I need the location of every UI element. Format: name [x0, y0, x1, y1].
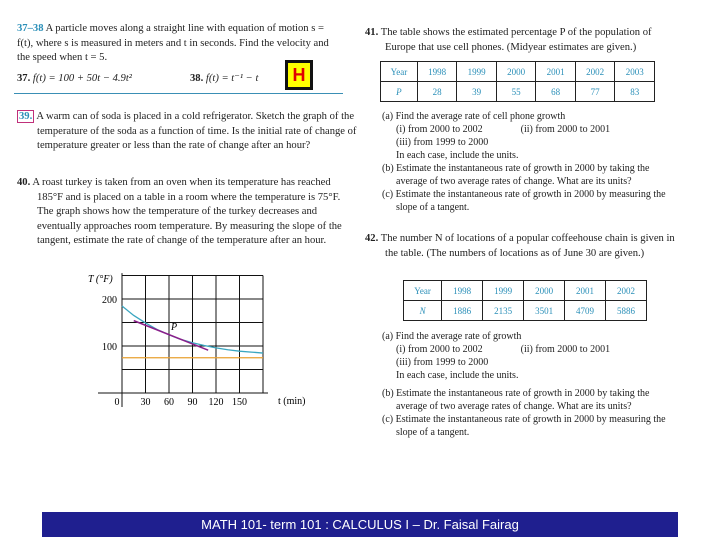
problem-41: [365, 26, 675, 55]
part-a-i: (i) from 2000 to 2002: [396, 344, 483, 355]
header-cell: 1999: [457, 62, 497, 82]
header-cell: 1999: [483, 281, 524, 301]
header-cell: 2000: [524, 281, 565, 301]
value-cell: 2135: [483, 301, 524, 321]
part-c: (c) Estimate the instantaneous rate of growth in 2000 by measuring the slope of a tangent.: [382, 414, 666, 438]
problem-number: 41.: [365, 27, 379, 38]
header-cell: 2002: [575, 62, 615, 82]
y-axis-label: T (°F): [88, 274, 113, 285]
problem-number: 42.: [365, 233, 379, 244]
value-cell: 1886: [442, 301, 483, 321]
value-cell: N: [404, 301, 442, 321]
header-cell: Year: [381, 62, 418, 82]
value-cell: 3501: [524, 301, 565, 321]
part-a-iii: (iii) from 1999 to 2000: [396, 357, 489, 368]
units-note: In each case, include the units.: [396, 370, 519, 381]
problem-37-38: [17, 22, 337, 66]
value-cell: 39: [457, 82, 497, 102]
units-note: In each case, include the units.: [396, 150, 519, 161]
header-cell: 2000: [496, 62, 536, 82]
problem-number: 38.: [190, 73, 204, 84]
footer-bar: MATH 101- term 101 : CALCULUS I – Dr. Faisal Fairag: [42, 512, 678, 537]
part-a: (a) Find the average rate of growth: [382, 331, 522, 342]
problem-38: [190, 72, 258, 87]
cellphone-table: [380, 61, 655, 102]
problem-text: f(t) = 100 + 50t − 4.9t²: [32, 73, 132, 84]
part-b: (b) Estimate the instantaneous rate of growth in 2000 by taking the average of two average rates of change. What are its units?: [382, 163, 650, 187]
x-tick-label: 30: [140, 397, 151, 408]
header-cell: 2001: [536, 62, 576, 82]
problem-42-parts: [382, 330, 672, 439]
x-tick-label: 150: [232, 397, 247, 408]
value-cell: 68: [536, 82, 576, 102]
x-tick-label: 60: [164, 397, 174, 408]
header-cell: 1998: [417, 62, 457, 82]
coffeehouse-table: [403, 280, 647, 321]
x-tick-label: 120: [208, 397, 224, 408]
part-a: (a) Find the average rate of cell phone growth: [382, 111, 566, 122]
problem-number: 37.: [17, 73, 31, 84]
x-tick-label: 0: [114, 397, 120, 408]
problem-text: The number N of locations of a popular coffeehouse chain is given in the table. (The numbers of locations as of June 30 are given.): [380, 233, 675, 259]
value-cell: 77: [575, 82, 615, 102]
value-cell: 83: [615, 82, 655, 102]
problem-text: f(t) = t⁻¹ − t: [205, 73, 259, 84]
problem-42: [365, 232, 675, 261]
problem-number: 40.: [17, 177, 31, 188]
value-cell: 55: [496, 82, 536, 102]
problem-number: 39.: [19, 111, 33, 122]
problem-41-parts: [382, 110, 672, 214]
part-a-ii: (ii) from 2000 to 2001: [520, 344, 611, 355]
point-p-label: P: [171, 322, 178, 333]
header-cell: Year: [404, 281, 442, 301]
value-cell: 4709: [565, 301, 606, 321]
problem-text: A warm can of soda is placed in a cold refrigerator. Sketch the graph of the temperature of the soda as a function of time. Is the initial rate of change of temperature greater or less than the rate of change after an hour?: [36, 111, 357, 151]
y-tick-label: 100: [102, 342, 117, 353]
problem-text: The table shows the estimated percentage P of the population of Europe that use cell phones. (Midyear estimates are given.): [380, 27, 652, 53]
problem-40: [17, 176, 359, 249]
part-a-ii: (ii) from 2000 to 2001: [520, 124, 611, 135]
problem-text: A particle moves along a straight line with equation of motion s = f(t), where s is measured in meters and t in seconds. Find the velocity and the speed when t = 5.: [17, 23, 329, 63]
x-tick-label: 90: [187, 397, 198, 408]
temperature-graph: [80, 265, 310, 415]
problem-39: [17, 110, 359, 154]
problem-text: A roast turkey is taken from an oven when its temperature has reached 185°F and is placed on a table in a room where the temperature is 75°F. The graph shows how the temperature of the turkey decreases and eventually approaches room temperature. By measuring the slope of the tangent, estimate the rate of change of the temperature after an hour.: [32, 177, 342, 246]
value-cell: 5886: [606, 301, 647, 321]
part-a-i: (i) from 2000 to 2002: [396, 124, 483, 135]
header-cell: 2001: [565, 281, 606, 301]
value-cell: P: [381, 82, 418, 102]
divider: [14, 93, 343, 94]
part-a-iii: (iii) from 1999 to 2000: [396, 137, 489, 148]
problem-37: [17, 72, 132, 87]
hint-button[interactable]: H: [285, 60, 313, 90]
header-cell: 1998: [442, 281, 483, 301]
y-tick-label: 200: [102, 295, 117, 306]
part-b: (b) Estimate the instantaneous rate of growth in 2000 by taking the average of two average rates of change. What are its units?: [382, 388, 650, 412]
header-cell: 2002: [606, 281, 647, 301]
part-c: (c) Estimate the instantaneous rate of growth in 2000 by measuring the slope of a tangent.: [382, 189, 666, 213]
value-cell: 28: [417, 82, 457, 102]
x-axis-label: t (min): [278, 396, 306, 407]
problem-number: 37–38: [17, 23, 44, 34]
header-cell: 2003: [615, 62, 655, 82]
